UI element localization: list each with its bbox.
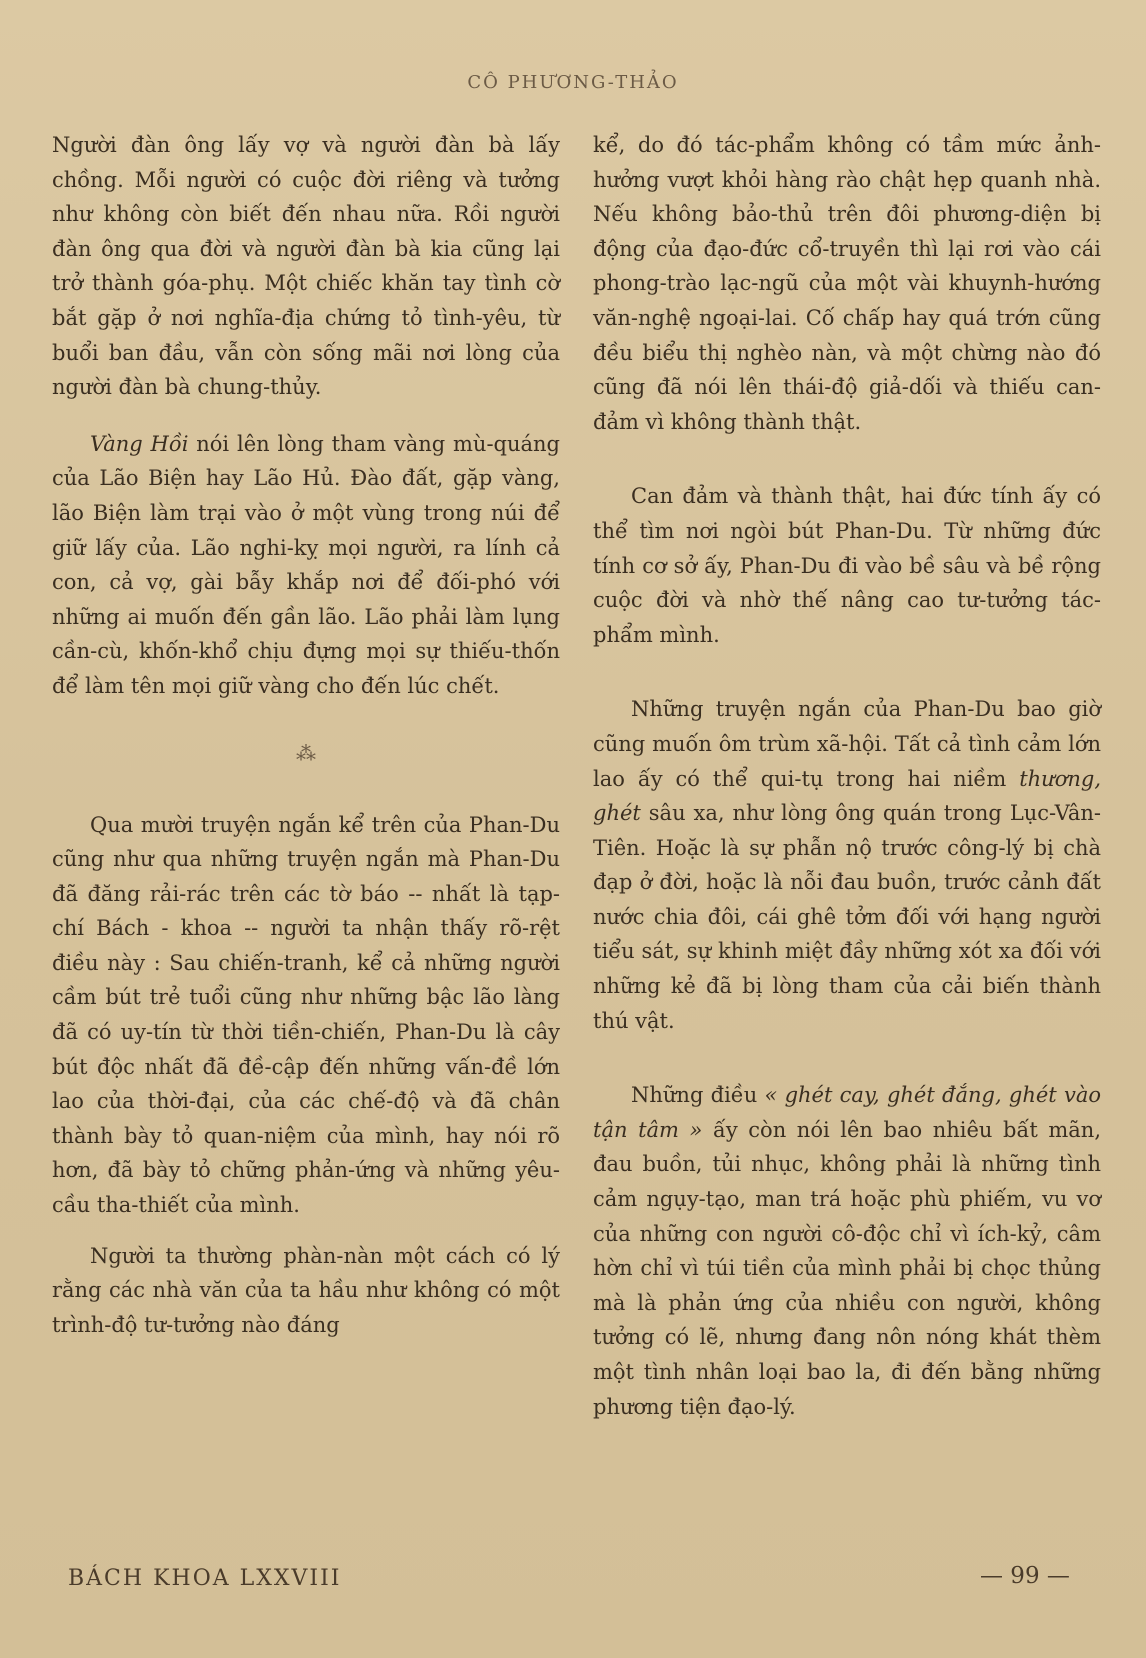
paragraph-continuation: kể, do đó tác-phẩm không có tầm mức ảnh-hưởng vượt khỏi hàng rào chật hẹp quanh nhà. Nếu không bảo-thủ trên đôi phương-diện bị động của đạo-đức cổ-truyền thì lại rơi vào cái phong-trào lạc-ngũ của một vài khuynh-hướng văn-nghệ ngoại-lai. Cố chấp hay quá trớn cũng đều biểu thị nghèo nàn, và một chừng nào đó cũng đã nói lên thái-độ giả-dối và thiếu can-đảm vì không thành thật. [593,133,1101,434]
quote-ghet-cay: « ghét cay, ghét đắng, ghét vào tận tâm » [593,1083,1101,1142]
paragraph-hatred-a: Những điều [631,1083,765,1108]
magazine-footer: BÁCH KHOA LXXVIII [68,1566,342,1591]
page-number: — 99 — [980,1563,1070,1589]
paragraph-short-stories-a: Những truyện ngắn của Phan-Du bao giờ cũng muốn ôm trùm xã-hội. Tất cả tình cảm lớn lao ấy có thể qui-tụ trong hai niềm [593,697,1101,791]
paragraph-complaint: Người ta thường phàn-nàn một cách có lý rằng các nhà văn của ta hầu như không có một trình-độ tư-tưởng nào đáng [52,1243,560,1337]
paragraph-vang-hoi [52,427,560,704]
paragraph-ten-stories: Qua mười truyện ngắn kể trên của Phan-Du cũng như qua những truyện ngắn mà Phan-Du đã đăng rải-rác trên các tờ báo -- nhất là tạp-chí Bách - khoa -- người ta nhận thấy rõ-rệt điều này : Sau chiến-tranh, kể cả những người cầm bút trẻ tuổi cũng như những bậc lão làng đã có uy-tín từ thời tiền-chiến, Phan-Du là cây bút độc nhất đã đề-cập đến những vấn-đề lớn lao của thời-đại, của các chế-độ và đã chân thành bày tỏ quan-niệm của mình, hay nói rõ hơn, đã bày tỏ chững phản-ứng và những yêu-cầu tha-thiết của mình. [52,812,560,1218]
story-title-vang-hoi: Vàng Hồi [90,431,189,456]
paragraph-widow-story: Người đàn ông lấy vợ và người đàn bà lấy chồng. Mỗi người có cuộc đời riêng và tưởng như không còn biết đến nhau nữa. Rồi người đàn ông qua đời và người đàn bà kia cũng lại trở thành góa-phụ. Một chiếc khăn tay tình cờ bắt gặp ở nơi nghĩa-địa chứng tỏ tình-yêu, từ buổi ban đầu, vẫn còn sống mãi nơi lòng của người đàn bà chung-thủy. [52,133,560,400]
section-separator: ⁂ [296,740,316,765]
paragraph-vang-hoi-text: nói lên lòng tham vàng mù-quáng của Lão Biện hay Lão Hủ. Đào đất, gặp vàng, lão Biện làm trại vào ở một vùng trong núi để giữ lấy của. Lão nghi-kỵ mọi người, ra lính cả con, cả vợ, gài bẫy khắp nơi để đối-phó với những ai muốn đến gần lão. Lão phải làm lụng cần-cù, khốn-khổ chịu đựng mọi sự thiếu-thốn để làm tên mọi giữ vàng cho đến lúc chết. [52,431,561,698]
right-column [593,128,1101,1424]
paragraph-short-stories-b: sâu xa, như lòng ông quán trong Lục-Vân-Tiên. Hoặc là sự phẫn nộ trước công-lý bị chà đạp ở đời, hoặc là nỗi đau buồn, trước cảnh đất nước chia đôi, cái ghê tởm đối với hạng người tiểu sát, sự khinh miệt đầy những xót xa đối với những kẻ đã bị lòng tham của cải biến thành thú vật. [593,801,1101,1033]
paragraph-courage-honesty: Can đảm và thành thật, hai đức tính ấy có thể tìm nơi ngòi bút Phan-Du. Từ những đức tính cơ sở ấy, Phan-Du đi vào bề sâu và bề rộng cuộc đời và nhờ thế nâng cao tư-tưởng tác-phẩm mình. [593,484,1101,647]
running-title: CÔ PHƯƠNG-THẢO [467,72,679,93]
paragraph-hatred-b: ấy còn nói lên bao nhiêu bất mãn, đau buồn, tủi nhục, không phải là những tình cảm ngụy-tạo, man trá hoặc phù phiếm, vu vơ của những con người cô-độc chỉ vì ích-kỷ, câm hờn chỉ vì túi tiền của mình phải bị chọc thủng mà là phản ứng của nhiều con người, không tưởng có lẽ, nhưng đang nôn nóng khát thèm một tình nhân loại bao la, đi đến bằng những phương tiện đạo-lý. [593,1117,1102,1419]
emphasis-love-hate: thương, ghét [593,766,1101,826]
paragraph-hatred [593,1078,1101,1424]
left-column [52,128,560,1342]
paragraph-short-stories [593,692,1101,1038]
